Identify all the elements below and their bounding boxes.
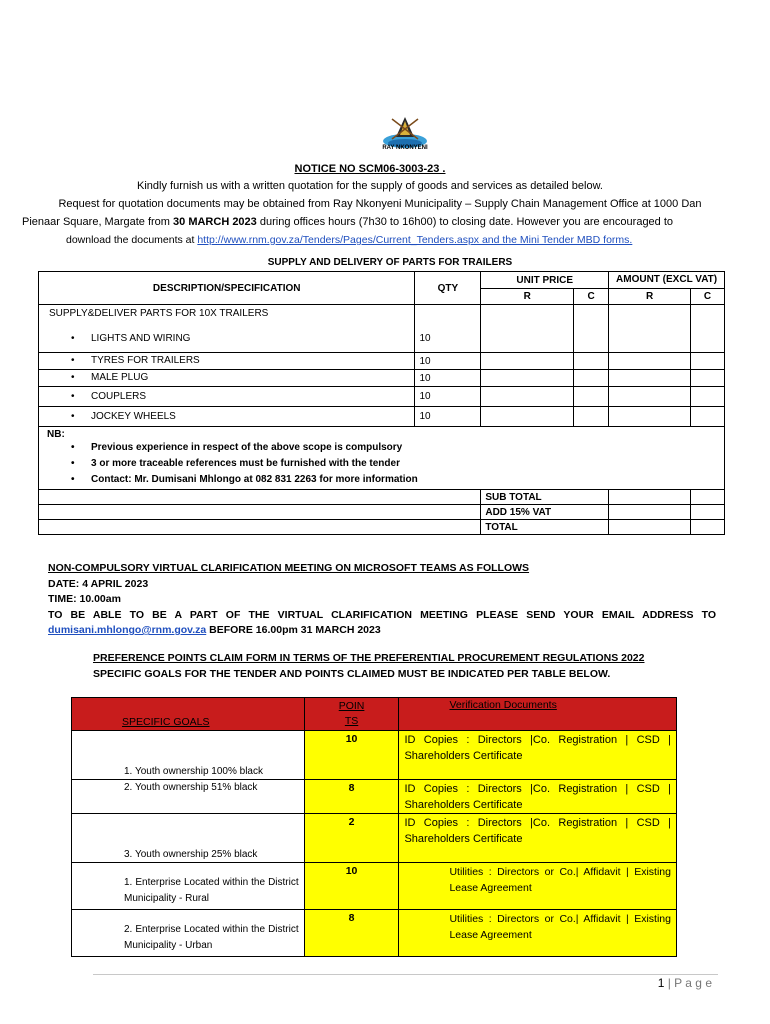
sub-r: R [609,289,691,305]
page-number: 1 [657,976,665,990]
points-cell: 10 [304,731,399,780]
goal-cell: 2. Youth ownership 51% black [72,780,305,814]
page-footer [600,976,712,990]
sub-c: C [691,289,725,305]
qty-cell: 10 [415,305,481,353]
col-description: DESCRIPTION/SPECIFICATION [39,272,415,305]
qty-cell: 10 [415,387,481,407]
goal-cell: 1. Youth ownership 100% black [72,731,305,780]
col-points: POIN TS [304,698,399,731]
page-label: | P a g e [664,976,712,990]
meeting-date: DATE: 4 APRIL 2023 [48,577,149,590]
item-desc-cell [39,305,415,353]
qty-cell: 10 [415,407,481,427]
subtotal-label: SUB TOTAL [481,490,609,505]
intro-line-3: Pienaar Square, Margate from 30 MARCH 2023 during offices hours (7h30 to 16h00) to closing date. However you are encouraged to [22,216,674,228]
list-item: • TYRES FOR TRAILERS [91,353,410,369]
preference-title: PREFERENCE POINTS CLAIM FORM IN TERMS OF THE PREFERENTIAL PROCUREMENT REGULATIONS 2022 [93,652,645,664]
nb-cell [39,427,725,490]
points-cell: 2 [304,814,399,863]
goal-cell: 1. Enterprise Located within the District Municipality - Rural [72,863,305,910]
docs-cell: Utilities : Directors or Co.| Affidavit | Existing Lease Agreement [399,910,677,957]
intro-line-1: Kindly furnish us with a written quotation for the supply of goods and services as detailed below. [137,180,603,192]
municipality-logo [372,111,438,159]
points-cell: 10 [304,863,399,910]
vat-label: ADD 15% VAT [481,505,609,520]
goal-cell: 3. Youth ownership 25% black [72,814,305,863]
email-link[interactable]: dumisani.mhlongo@rnm.gov.za [48,624,207,636]
sub-r: R [481,289,574,305]
nb-label: NB: [47,429,65,440]
list-item: • Previous experience in respect of the above scope is compulsory [91,440,720,456]
total-label: TOTAL [481,520,609,535]
qty-cell: 10 [415,370,481,387]
docs-cell: ID Copies : Directors |Co. Registration | CSD | Shareholders Certificate [399,731,677,780]
meeting-time: TIME: 10.00am [48,593,121,605]
col-verification: Verification Documents [399,698,677,731]
item-desc-cell [39,353,415,370]
item-desc-cell [39,387,415,407]
meeting-section [48,561,716,639]
logo-text: RAY NKONYENI [382,145,428,151]
sub-c: C [574,289,609,305]
intro-line-2: Request for quotation documents may be obtained from Ray Nkonyeni Municipality – Supply Chain Management Office at 1000 Dan [58,198,702,210]
docs-cell: Utilities : Directors or Co.| Affidavit | Existing Lease Agreement [399,863,677,910]
goal-cell: 2. Enterprise Located within the District Municipality - Urban [72,910,305,957]
preference-subtitle: SPECIFIC GOALS FOR THE TENDER AND POINTS CLAIMED MUST BE INDICATED PER TABLE BELOW. [93,667,611,680]
item-desc-cell [39,370,415,387]
footer-divider [93,974,718,975]
meeting-instruction: TO BE ABLE TO BE A PART OF THE VIRTUAL CLARIFICATION MEETING PLEASE SEND YOUR EMAIL ADDRESS TO [48,608,716,621]
item-desc-cell [39,407,415,427]
docs-cell: ID Copies : Directors |Co. Registration | CSD | Shareholders Certificate [399,780,677,814]
tenders-link[interactable]: http://www.rnm.gov.za/Tenders/Pages/Current_Tenders.aspx and the Mini Tender MBD forms. [197,234,633,246]
list-item: • COUPLERS [91,389,410,405]
meeting-email-line: dumisani.mhlongo@rnm.gov.za BEFORE 16.00pm 31 MARCH 2023 [48,624,381,636]
quotation-table [38,271,725,535]
col-unit-price: UNIT PRICE [481,272,609,289]
col-amount: AMOUNT (EXCL VAT) [609,272,725,289]
preference-table [71,697,677,957]
intro-item: SUPPLY&DELIVER PARTS FOR 10X TRAILERS [49,308,269,319]
col-qty: QTY [415,272,481,305]
qty-cell: 10 [415,353,481,370]
notice-number: NOTICE NO SCM06-3003-23 . [294,163,446,175]
list-item: • Contact: Mr. Dumisani Mhlongo at 082 831 2263 for more information [91,472,720,488]
docs-cell: ID Copies : Directors |Co. Registration | CSD | Shareholders Certificate [399,814,677,863]
list-item: • 3 or more traceable references must be furnished with the tender [91,456,720,472]
intro-line-4: download the documents at http://www.rnm.gov.za/Tenders/Pages/Current_Tenders.aspx and the Mini Tender MBD forms. [66,234,633,246]
list-item: • MALE PLUG [91,370,410,386]
quote-table-title: SUPPLY AND DELIVERY OF PARTS FOR TRAILERS [267,257,513,268]
points-cell: 8 [304,910,399,957]
col-specific-goals: SPECIFIC GOALS [72,698,305,731]
list-item: • LIGHTS AND WIRING [91,331,410,347]
meeting-title: NON-COMPULSORY VIRTUAL CLARIFICATION MEETING ON MICROSOFT TEAMS AS FOLLOWS [48,562,530,574]
list-item: • JOCKEY WHEELS [91,409,410,425]
preference-heading [93,651,645,682]
points-cell: 8 [304,780,399,814]
